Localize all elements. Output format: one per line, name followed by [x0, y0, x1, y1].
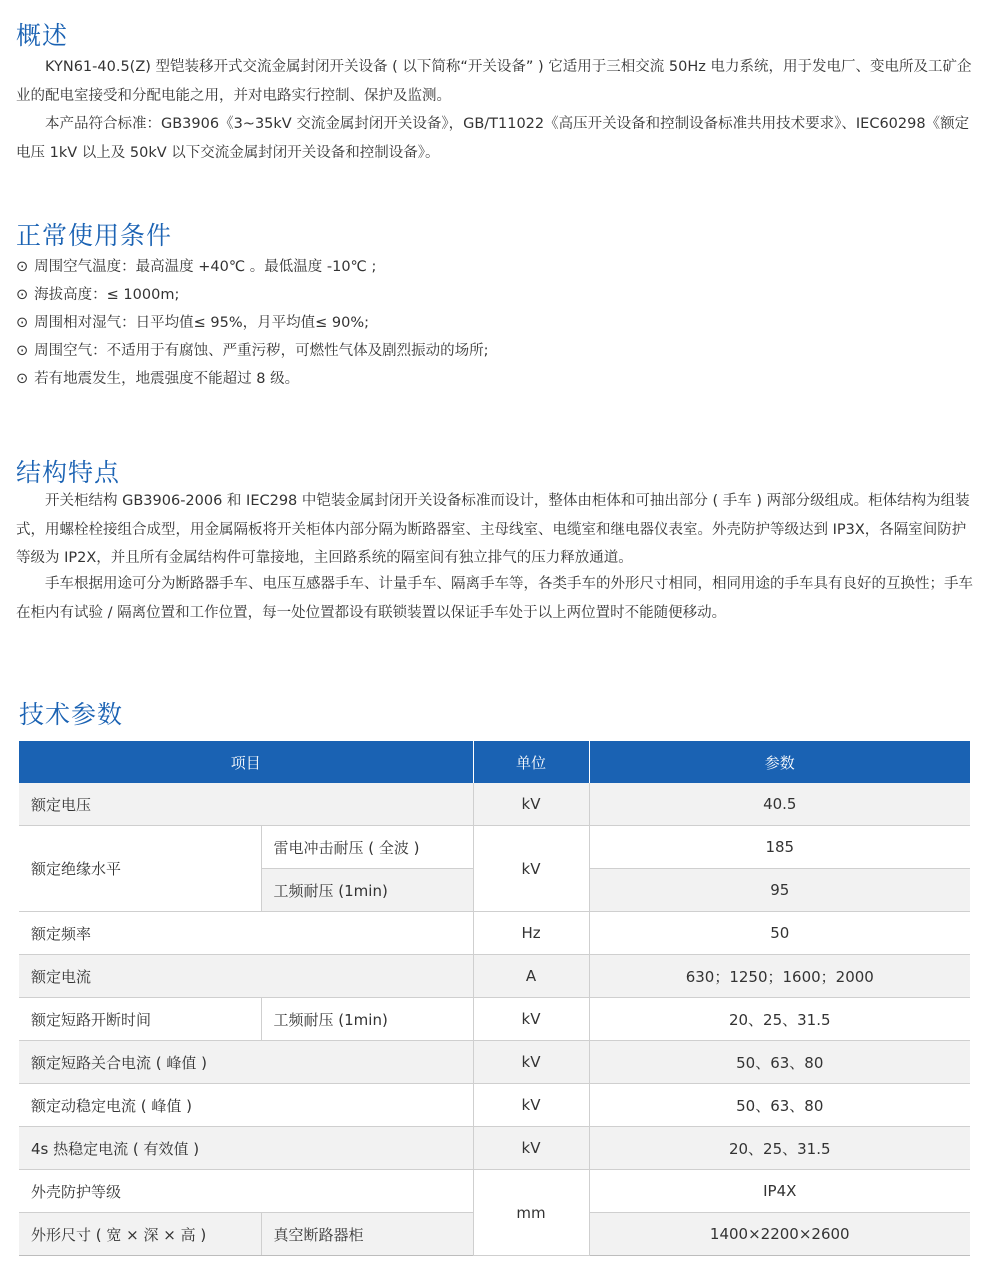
- table-row: [19, 912, 970, 955]
- row-unit: kV: [473, 1127, 589, 1170]
- circle-dot-icon: ⊙: [16, 371, 29, 387]
- row-item: 额定短路关合电流 ( 峰值 ): [19, 1041, 473, 1084]
- row-unit: kV: [473, 783, 589, 826]
- table-row: [19, 1041, 970, 1084]
- row-value: 20、25、31.5: [589, 998, 970, 1041]
- condition-text: 周围相对湿气：日平均值≤ 95%，月平均值≤ 90%;: [34, 315, 370, 331]
- list-item: [16, 365, 489, 393]
- row-unit: kV: [473, 826, 589, 912]
- row-value: 630；1250；1600；2000: [589, 955, 970, 998]
- row-unit: mm: [473, 1170, 589, 1256]
- structure-title: 结构特点: [16, 458, 121, 487]
- row-item: 外壳防护等级: [19, 1170, 473, 1213]
- list-item: [16, 309, 489, 337]
- condition-text: 周围空气：不适用于有腐蚀、严重污秽，可燃性气体及剧烈振动的场所;: [34, 343, 489, 359]
- row-item: 外形尺寸 ( 宽 × 深 × 高 ): [19, 1213, 261, 1256]
- overview-paragraph-2: 本产品符合标准：GB3906《3~35kV 交流金属封闭开关设备》，GB/T11022《高压开关设备和控制设备标准共用技术要求》、IEC60298《额定电压 1kV 以上及 50kV 以下交流金属封闭开关设备和控制设备》。: [16, 116, 970, 161]
- structure-paragraph-1: 开关柜结构 GB3906-2006 和 IEC298 中铠装金属封闭开关设备标准而设计，整体由柜体和可抽出部分 ( 手车 ) 两部分级组成。柜体结构为组装式，用螺栓栓接组合成型，用金属隔板将开关柜体内部分隔为断路器室、主母线室、电缆室和继电器仪表室。外壳防护等级达到 IP3X，各隔室间防护等级为 IP2X，并且所有金属结构件可靠接地，主回路系统的隔室间有独立排气的压力释放通道。: [16, 493, 970, 566]
- row-value: 20、25、31.5: [589, 1127, 970, 1170]
- table-row: [19, 998, 970, 1041]
- row-unit: Hz: [473, 912, 589, 955]
- table-row: [19, 955, 970, 998]
- condition-text: 海拔高度：≤ 1000m;: [34, 287, 180, 303]
- row-item: 额定动稳定电流 ( 峰值 ): [19, 1084, 473, 1127]
- header-param: 参数: [589, 741, 970, 783]
- condition-text: 周围空气温度：最高温度 +40℃ 。最低温度 -10℃ ;: [34, 259, 377, 275]
- list-item: [16, 253, 489, 281]
- table-row: [19, 1127, 970, 1170]
- row-value: 50、63、80: [589, 1041, 970, 1084]
- row-item: 4s 热稳定电流 ( 有效值 ): [19, 1127, 473, 1170]
- overview-paragraph-1: KYN61-40.5(Z) 型铠装移开式交流金属封闭开关设备 ( 以下简称“开关设备” ) 它适用于三相交流 50Hz 电力系统，用于发电厂、变电所及工矿企业的配电室接受和分配电能之用，并对电路实行控制、保护及监测。: [16, 59, 972, 104]
- tech-params-table: [19, 741, 970, 1256]
- row-item: 额定电流: [19, 955, 473, 998]
- row-subitem: 真空断路器柜: [261, 1213, 473, 1256]
- header-item: 项目: [19, 741, 473, 783]
- structure-paragraph-2: 手车根据用途可分为断路器手车、电压互感器手车、计量手车、隔离手车等，各类手车的外形尺寸相同，相同用途的手车具有良好的互换性；手车在柜内有试验 / 隔离位置和工作位置，每一处位置都设有联锁装置以保证手车处于以上两位置时不能随便移动。: [16, 576, 973, 621]
- row-item: 额定绝缘水平: [19, 826, 261, 912]
- row-value: IP4X: [589, 1170, 970, 1213]
- row-unit: kV: [473, 1084, 589, 1127]
- table-row: [19, 1084, 970, 1127]
- row-item: 额定频率: [19, 912, 473, 955]
- circle-dot-icon: ⊙: [16, 315, 29, 331]
- row-value: 50、63、80: [589, 1084, 970, 1127]
- row-value: 185: [589, 826, 970, 869]
- row-value: 50: [589, 912, 970, 955]
- row-value: 40.5: [589, 783, 970, 826]
- circle-dot-icon: ⊙: [16, 259, 29, 275]
- row-unit: A: [473, 955, 589, 998]
- tech-title: 技术参数: [19, 700, 124, 729]
- row-subitem: 工频耐压 (1min): [261, 998, 473, 1041]
- row-unit: kV: [473, 1041, 589, 1084]
- circle-dot-icon: ⊙: [16, 343, 29, 359]
- conditions-title: 正常使用条件: [16, 221, 173, 250]
- row-item: 额定电压: [19, 783, 473, 826]
- table-row: [19, 1170, 970, 1213]
- row-value: 95: [589, 869, 970, 912]
- table-row: [19, 783, 970, 826]
- row-value: 1400×2200×2600: [589, 1213, 970, 1256]
- condition-text: 若有地震发生，地震强度不能超过 8 级。: [34, 371, 300, 387]
- list-item: [16, 281, 489, 309]
- overview-title: 概述: [16, 21, 69, 50]
- row-subitem: 工频耐压 (1min): [261, 869, 473, 912]
- conditions-list: [16, 253, 489, 393]
- circle-dot-icon: ⊙: [16, 287, 29, 303]
- table-row: [19, 826, 970, 869]
- row-subitem: 雷电冲击耐压 ( 全波 ): [261, 826, 473, 869]
- list-item: [16, 337, 489, 365]
- table-header-row: [19, 741, 970, 783]
- header-unit: 单位: [473, 741, 589, 783]
- row-item: 额定短路开断时间: [19, 998, 261, 1041]
- row-unit: kV: [473, 998, 589, 1041]
